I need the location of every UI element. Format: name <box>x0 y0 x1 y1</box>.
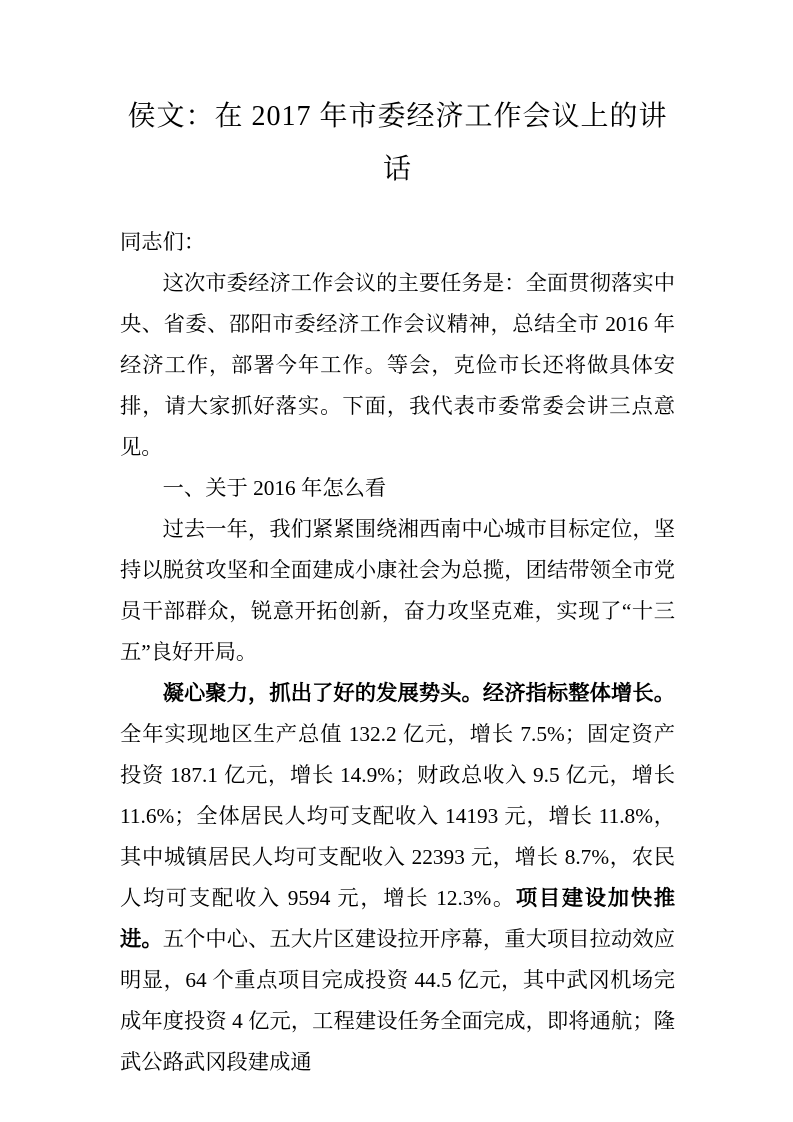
paragraph <box>120 263 675 468</box>
document-title <box>120 90 675 196</box>
text-run: 这次市委经济工作会议的主要任务是：全面贯彻落实中央、省委、邵阳市委经济工作会议精神，总结全市 2016 年经济工作，部署今年工作。等会，克俭市长还将做具体安排，请大家抓好落实。下面，我代表市委常委会讲三点意见。 <box>120 271 675 459</box>
paragraph <box>120 468 675 509</box>
text-run: 一、关于 2016 年怎么看 <box>162 476 387 500</box>
text-run: 同志们： <box>120 230 206 254</box>
paragraph <box>120 673 675 1083</box>
title-line: 话 <box>382 154 412 185</box>
document-body <box>120 222 675 1083</box>
text-run: 凝心聚力，抓出了好的发展势头。经济指标整体增长。 <box>162 681 675 705</box>
paragraph <box>120 509 675 673</box>
paragraph <box>120 222 675 263</box>
text-run: 全年实现地区生产总值 132.2 亿元，增长 7.5%；固定资产投资 187.1 亿元，增长 14.9%；财政总收入 9.5 亿元，增长 11.6%；全体居民人均可支配收入 14193 元，增长 11.8%，其中城镇居民人均可支配收入 22393 元，增长 8.7%，农民人均可支配收入 9594 元，增长 12.3%。 <box>120 722 675 910</box>
text-run: 项目建设加快推进。 <box>120 886 675 951</box>
text-run: 过去一年，我们紧紧围绕湘西南中心城市目标定位，坚持以脱贫攻坚和全面建成小康社会为总揽，团结带领全市党员干部群众，锐意开拓创新，奋力攻坚克难，实现了“十三五”良好开局。 <box>120 517 675 664</box>
title-line: 侯文：在 2017 年市委经济工作会议上的讲 <box>127 101 668 132</box>
text-run: 五个中心、五大片区建设拉开序幕，重大项目拉动效应明显，64 个重点项目完成投资 44.5 亿元，其中武冈机场完成年度投资 4 亿元，工程建设任务全面完成，即将通航；隆武公路武冈段建成通 <box>120 927 675 1074</box>
